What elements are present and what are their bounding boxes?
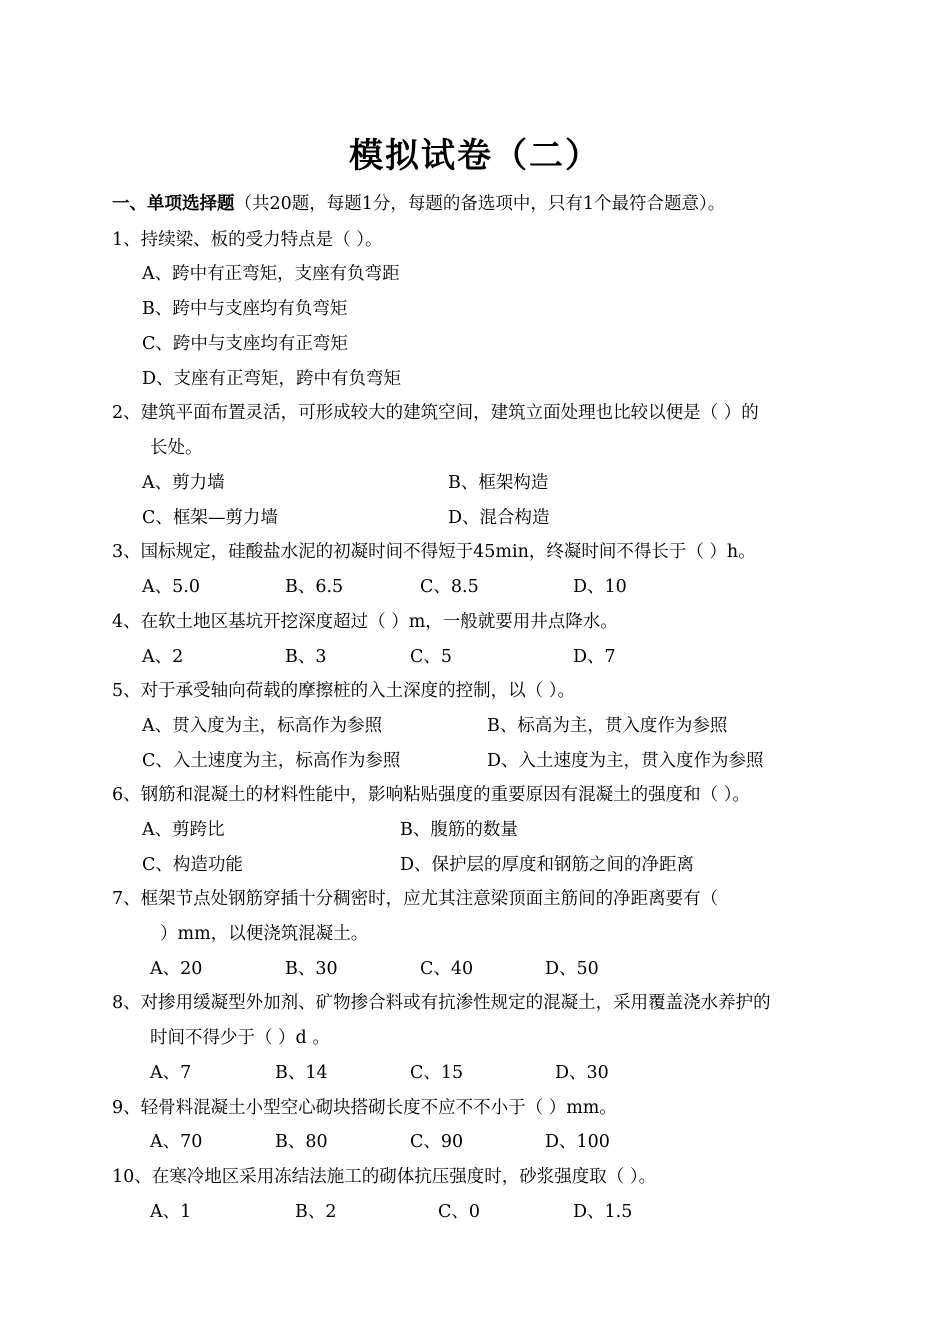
question-5-option-b: B、标高为主，贯入度作为参照 — [487, 716, 728, 736]
question-3-option-a: A、5.0 — [142, 577, 200, 597]
question-8-option-c: C、15 — [410, 1063, 464, 1083]
page-title: 模拟试卷（二） — [349, 136, 601, 176]
question-2-stem: 2、建筑平面布置灵活，可形成较大的建筑空间，建筑立面处理也比较以便是（ ）的 — [112, 403, 759, 423]
question-4-stem: 4、在软土地区基坑开挖深度超过（ ）m，一般就要用井点降水。 — [112, 612, 618, 632]
question-10-stem: 10、在寒冷地区采用冻结法施工的砌体抗压强度时，砂浆强度取（ ）。 — [112, 1167, 657, 1187]
question-6-option-d: D、保护层的厚度和钢筋之间的净距离 — [400, 855, 695, 875]
question-7-stem: 7、框架节点处钢筋穿插十分稠密时，应尤其注意梁顶面主筋间的净距离要有（ — [112, 889, 719, 909]
question-3-option-c: C、8.5 — [420, 577, 479, 597]
question-1-option-c: C、跨中与支座均有正弯矩 — [142, 334, 348, 354]
question-6-stem: 6、钢筋和混凝土的材料性能中，影响粘贴强度的重要原因有混凝土的强度和（ ）。 — [112, 785, 750, 805]
question-4-option-a: A、2 — [142, 647, 184, 667]
question-10-option-b: B、2 — [295, 1202, 337, 1222]
question-3-stem: 3、国标规定，硅酸盐水泥的初凝时间不得短于45min，终凝时间不得长于（ ）h。 — [112, 542, 756, 562]
question-8-stem: 8、对掺用缓凝型外加剂、矿物掺合料或有抗渗性规定的混凝土，采用覆盖浇水养护的 — [112, 993, 771, 1013]
question-5-option-c: C、入土速度为主，标高作为参照 — [142, 751, 401, 771]
question-1-option-d: D、支座有正弯矩，跨中有负弯矩 — [142, 369, 402, 389]
question-9-option-a: A、70 — [150, 1132, 203, 1152]
question-4-option-c: C、5 — [410, 647, 453, 667]
question-8-option-d: D、30 — [555, 1063, 609, 1083]
question-8-option-b: B、14 — [275, 1063, 328, 1083]
question-8-option-a: A、7 — [150, 1063, 192, 1083]
question-1-option-a: A、跨中有正弯矩，支座有负弯距 — [142, 264, 400, 284]
section-instruction: （共20题，每题1分，每题的备选项中，只有1个最符合题意）。 — [234, 194, 726, 214]
question-2-option-c: C、框架—剪力墙 — [142, 508, 278, 528]
section-heading-label: 一、单项选择题 — [112, 194, 235, 214]
question-6-option-b: B、腹筋的数量 — [400, 820, 518, 840]
question-3-option-b: B、6.5 — [285, 577, 344, 597]
question-2-stem-continued: 长处。 — [150, 438, 203, 458]
question-9-option-c: C、90 — [410, 1132, 464, 1152]
question-2-option-d: D、混合构造 — [448, 508, 550, 528]
question-7-stem-continued: ）mm，以便浇筑混凝土。 — [160, 924, 369, 944]
question-8-stem-continued: 时间不得少于（ ）d 。 — [150, 1028, 330, 1048]
question-7-option-c: C、40 — [420, 959, 474, 979]
question-10-option-d: D、1.5 — [573, 1202, 633, 1222]
question-4-option-b: B、3 — [285, 647, 327, 667]
question-2-option-b: B、框架构造 — [448, 473, 549, 493]
question-10-option-c: C、0 — [438, 1202, 481, 1222]
question-7-option-b: B、30 — [285, 959, 338, 979]
question-7-option-d: D、50 — [545, 959, 599, 979]
section-heading — [112, 192, 725, 216]
question-10-option-a: A、1 — [150, 1202, 192, 1222]
question-5-stem: 5、对于承受轴向荷载的摩擦桩的入土深度的控制，以（ ）。 — [112, 681, 575, 701]
question-1-stem: 1、持续梁、板的受力特点是（ ）。 — [112, 230, 383, 250]
question-3-option-d: D、10 — [573, 577, 627, 597]
question-2-option-a: A、剪力墙 — [142, 473, 225, 493]
question-7-option-a: A、20 — [150, 959, 203, 979]
question-5-option-a: A、贯入度为主，标高作为参照 — [142, 716, 383, 736]
question-9-option-b: B、80 — [275, 1132, 328, 1152]
question-1-option-b: B、跨中与支座均有负弯矩 — [142, 299, 348, 319]
question-4-option-d: D、7 — [573, 647, 616, 667]
question-6-option-c: C、构造功能 — [142, 855, 243, 875]
question-6-option-a: A、剪跨比 — [142, 820, 225, 840]
question-5-option-d: D、入土速度为主，贯入度作为参照 — [487, 751, 764, 771]
question-9-option-d: D、100 — [545, 1132, 610, 1152]
question-9-stem: 9、轻骨料混凝土小型空心砌块搭砌长度不应不不小于（ ）mm。 — [112, 1098, 617, 1118]
